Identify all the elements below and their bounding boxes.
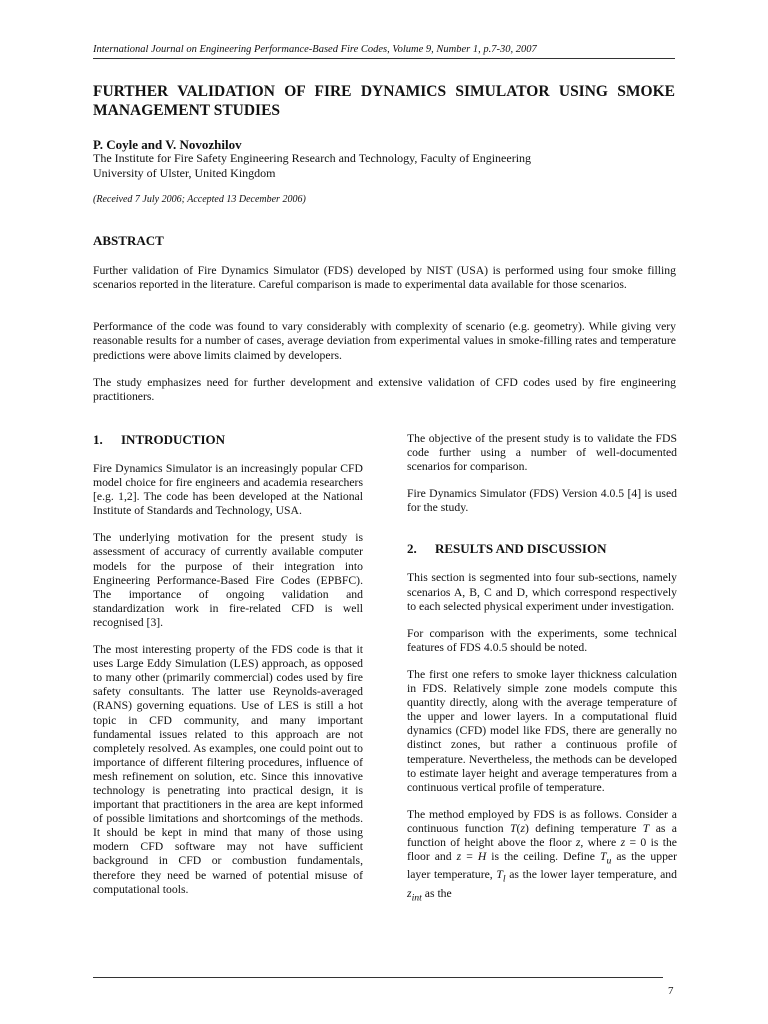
- objective-paragraph: The objective of the present study is to validate the FDS code further using a number of well-documented scenarios for comparison.: [407, 432, 677, 474]
- abstract-paragraph-3: The study emphasizes need for further development and extensive validation of CFD codes used by fire engineering practitioners.: [93, 376, 676, 404]
- authors: P. Coyle and V. Novozhilov: [93, 137, 242, 152]
- abstract-paragraph-1: Further validation of Fire Dynamics Simulator (FDS) developed by NIST (USA) is performed using four smoke filling scenarios reported in the literature. Careful comparison is made to experimental data available for those scenarios.: [93, 264, 676, 292]
- paper-title: FURTHER VALIDATION OF FIRE DYNAMICS SIMULATOR USING SMOKE MANAGEMENT STUDIES: [93, 83, 675, 119]
- section-2-title: RESULTS AND DISCUSSION: [435, 541, 607, 557]
- left-column: [93, 432, 363, 910]
- footer-rule: [93, 977, 663, 978]
- fds-version-paragraph: Fire Dynamics Simulator (FDS) Version 4.0.5 [4] is used for the study.: [407, 487, 677, 515]
- affiliation-line-1: The Institute for Fire Safety Engineering Research and Technology, Faculty of Engineering: [93, 151, 532, 165]
- affiliation-line-2: University of Ulster, United Kingdom: [93, 165, 276, 180]
- right-column: [407, 432, 677, 918]
- page-number: 7: [668, 985, 674, 997]
- section-1-heading: [93, 432, 363, 448]
- section-1-number: 1.: [93, 432, 103, 447]
- abstract-paragraph-2: Performance of the code was found to vary considerably with complexity of scenario (e.g. geometry). While giving very reasonable results for a number of cases, average deviation from experimental values in smoke-filling rates and temperature predictions were above limits claimed by developers.: [93, 320, 676, 362]
- affiliation: [93, 151, 683, 180]
- section-2-heading: [407, 541, 677, 557]
- results-paragraph-4: The method employed by FDS is as follows. Consider a continuous function T(z) defining temperature T as a function of height above the floor z, where z = 0 is the floor and z = H is the ceiling. Define $T_u$ as the upper layer temperature, $T_l$ as the lower layer temperature, and $z_{int}$ as the: [407, 807, 677, 904]
- intro-paragraph-1: Fire Dynamics Simulator is an increasingly popular CFD model choice for fire engineers and academia researchers [e.g. 1,2]. The code has been developed at the National Institute of Standards and Technology, USA.: [93, 462, 363, 518]
- intro-paragraph-3: The most interesting property of the FDS code is that it uses Large Eddy Simulation (LES) approach, as opposed to many other (primarily commercial) codes used by fire safety consultants. The latter use Reynolds-averaged (RANS) governing equations. Use of LES is still a hot topic in CFD community, and many important fundamental issues related to this approach are not completely resolved. As examples, one could point out to importance of different filtering procedures, influence of mesh refinement on solution, etc. Since this innovative technology is penetrating into practical design, it is important that practitioners in the area are kept informed of possible limitations and shortcomings of the methods. It should be kept in mind that many of those using modern CFD software may not have sufficient background in CFD or combustion fundamentals, therefore they need be warned of potential misuse of computational tools.: [93, 643, 363, 896]
- intro-paragraph-2: The underlying motivation for the present study is assessment of accuracy of currently available computer models for the purpose of their integration into Engineering Performance-Based Fire Codes (EPBFC). The importance of ongoing validation and standardization work in fire-related CFD is well recognised [3].: [93, 531, 363, 629]
- abstract-heading: ABSTRACT: [93, 233, 164, 248]
- running-header: International Journal on Engineering Performance-Based Fire Codes, Volume 9, Number 1, p.7-30, 2007: [93, 44, 537, 55]
- header-rule: [93, 58, 675, 59]
- results-paragraph-1: This section is segmented into four sub-sections, namely scenarios A, B, C and D, which correspond respectively to each selected physical experiment under investigation.: [407, 571, 677, 613]
- results-paragraph-2: For comparison with the experiments, some technical features of FDS 4.0.5 should be noted.: [407, 626, 677, 654]
- results-paragraph-3: The first one refers to smoke layer thickness calculation in FDS. Relatively simple zone models compute this quantity directly, along with the average temperature of the upper and lower layers. In a computational fluid dynamics (CFD) model like FDS, there are generally no distinct zones, but rather a continuous profile of temperature. Nevertheless, the methods can be developed to estimate layer height and average temperatures from a continuous vertical profile of temperature.: [407, 667, 677, 794]
- section-2-number: 2.: [407, 541, 417, 557]
- section-1-title: INTRODUCTION: [121, 432, 226, 447]
- received-dates: (Received 7 July 2006; Accepted 13 December 2006): [93, 194, 306, 205]
